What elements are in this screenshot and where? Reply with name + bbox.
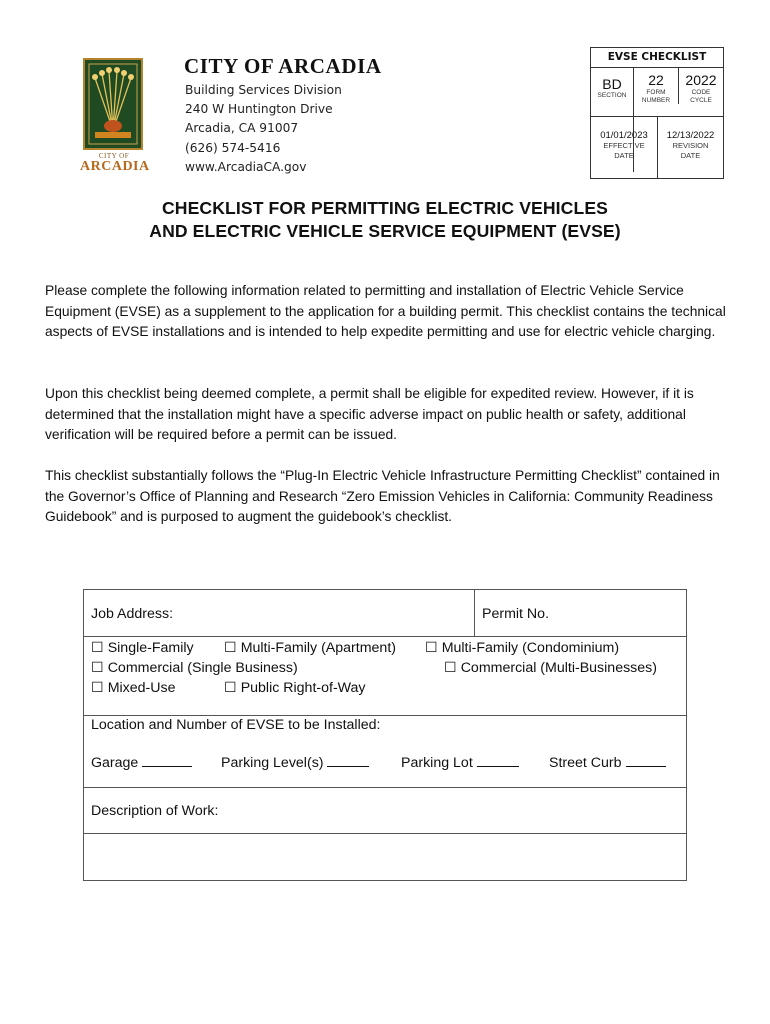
job-address-field[interactable] bbox=[84, 590, 474, 636]
page-title bbox=[0, 197, 770, 242]
checkbox-multi-family-condominium[interactable] bbox=[425, 640, 619, 656]
logo-wordmark bbox=[80, 152, 148, 174]
job-address-label: Job Address: bbox=[91, 606, 174, 622]
description-label: Description of Work: bbox=[91, 803, 219, 819]
city-logo bbox=[80, 58, 148, 174]
location-label: Location and Number of EVSE to be Installed: bbox=[91, 717, 381, 733]
section-label: SECTION bbox=[597, 92, 627, 99]
street-curb-count-field[interactable] bbox=[626, 754, 666, 767]
form-info-box bbox=[590, 47, 724, 179]
garage-count-field[interactable] bbox=[142, 754, 192, 767]
checkbox-label: Mixed-Use bbox=[107, 680, 176, 696]
checkbox-label: Commercial (Single Business) bbox=[107, 660, 298, 676]
tree-emblem-icon bbox=[85, 60, 141, 148]
checkbox-icon: ☐ bbox=[224, 680, 237, 696]
revision-date-label: REVISION DATE bbox=[672, 141, 709, 160]
location-parking-level bbox=[221, 754, 369, 771]
job-info-form bbox=[83, 589, 687, 881]
divider bbox=[84, 636, 686, 637]
intro-paragraph: Please complete the following information related to permitting and installation of Electric Vehicle Service Equipment (EVSE) as a supplement to the application for a building permit. This checklist contains the technical aspects of EVSE installations and is intended to help expedite permitting and use for electric vehicle charging. bbox=[45, 283, 726, 340]
code-cycle-value: 2022 bbox=[685, 72, 717, 88]
address-division: Building Services Division bbox=[185, 83, 342, 97]
code-cycle-label: CODE CYCLE bbox=[690, 89, 712, 104]
divider bbox=[84, 787, 686, 788]
title-line-2: AND ELECTRIC VEHICLE SERVICE EQUIPMENT (EVSE) bbox=[149, 220, 621, 241]
permit-no-field[interactable] bbox=[475, 590, 686, 636]
checkbox-icon: ☐ bbox=[444, 660, 457, 676]
checkbox-label: Single-Family bbox=[107, 640, 194, 656]
logo-large-text: ARCADIA bbox=[80, 159, 150, 174]
effective-date-label: EFFECTIVE DATE bbox=[603, 141, 645, 160]
address-phone: (626) 574-5416 bbox=[185, 140, 281, 155]
logo-small-text: CITY OF bbox=[98, 152, 130, 160]
checkbox-mixed-use[interactable] bbox=[91, 680, 176, 696]
checkbox-icon: ☐ bbox=[91, 680, 104, 696]
description-field[interactable] bbox=[84, 834, 686, 880]
checkbox-label: Multi-Family (Apartment) bbox=[240, 640, 396, 656]
checkbox-multi-family-apartment[interactable] bbox=[224, 640, 396, 656]
checkbox-public-right-of-way[interactable] bbox=[224, 680, 366, 696]
address-street: 240 W Huntington Drive bbox=[185, 102, 333, 117]
checkbox-commercial-single[interactable] bbox=[91, 660, 298, 676]
divider bbox=[591, 116, 723, 117]
checkbox-single-family[interactable] bbox=[91, 640, 194, 656]
city-seal-icon bbox=[83, 58, 143, 150]
location-parking-lot-label: Parking Lot bbox=[401, 755, 473, 771]
location-street-curb bbox=[549, 754, 666, 771]
checkbox-icon: ☐ bbox=[91, 660, 104, 676]
form-number-label: FORM NUMBER bbox=[641, 89, 671, 104]
divider bbox=[84, 715, 686, 716]
location-parking-level-label: Parking Level(s) bbox=[221, 755, 324, 771]
address-city: Arcadia, CA 91007 bbox=[185, 121, 299, 136]
effective-date-value: 01/01/2023 bbox=[600, 130, 648, 141]
checkbox-icon: ☐ bbox=[425, 640, 438, 656]
location-garage-label: Garage bbox=[91, 755, 139, 771]
checkbox-label: Multi-Family (Condominium) bbox=[441, 640, 620, 656]
guidebook-paragraph: This checklist substantially follows the “Plug-In Electric Vehicle Infrastructure Permitting Checklist” contained in the Governor’s Office of Planning and Research “Zero Emission Vehicles in California: Community Readiness Guidebook” and is purposed to augment the guidebook’s checklist. bbox=[45, 468, 720, 525]
city-name: CITY OF ARCADIA bbox=[184, 54, 382, 78]
location-parking-lot bbox=[401, 754, 519, 771]
permit-no-label: Permit No. bbox=[482, 606, 550, 622]
revision-date-value: 12/13/2022 bbox=[666, 130, 715, 141]
location-street-curb-label: Street Curb bbox=[549, 755, 622, 771]
checkbox-label: Public Right-of-Way bbox=[240, 680, 366, 696]
parking-lot-count-field[interactable] bbox=[477, 754, 519, 767]
title-line-1: CHECKLIST FOR PERMITTING ELECTRIC VEHICLES bbox=[161, 198, 608, 218]
review-paragraph: Upon this checklist being deemed complete, a permit shall be eligible for expedited review. However, if it is determined that the installation might have a specific adverse impact on public health or safety, additional verification will be required before a permit can be issued. bbox=[45, 386, 694, 443]
checkbox-icon: ☐ bbox=[91, 640, 104, 656]
address-block bbox=[185, 81, 342, 177]
checkbox-label: Commercial (Multi-Businesses) bbox=[460, 660, 657, 676]
parking-level-count-field[interactable] bbox=[327, 754, 369, 767]
form-box-title: EVSE CHECKLIST bbox=[591, 48, 723, 68]
checkbox-commercial-multi[interactable] bbox=[444, 660, 657, 676]
checkbox-icon: ☐ bbox=[224, 640, 237, 656]
address-website[interactable]: www.ArcadiaCA.gov bbox=[185, 159, 307, 174]
form-number-value: 22 bbox=[648, 72, 664, 88]
location-garage bbox=[91, 754, 192, 771]
section-value: BD bbox=[602, 76, 622, 92]
